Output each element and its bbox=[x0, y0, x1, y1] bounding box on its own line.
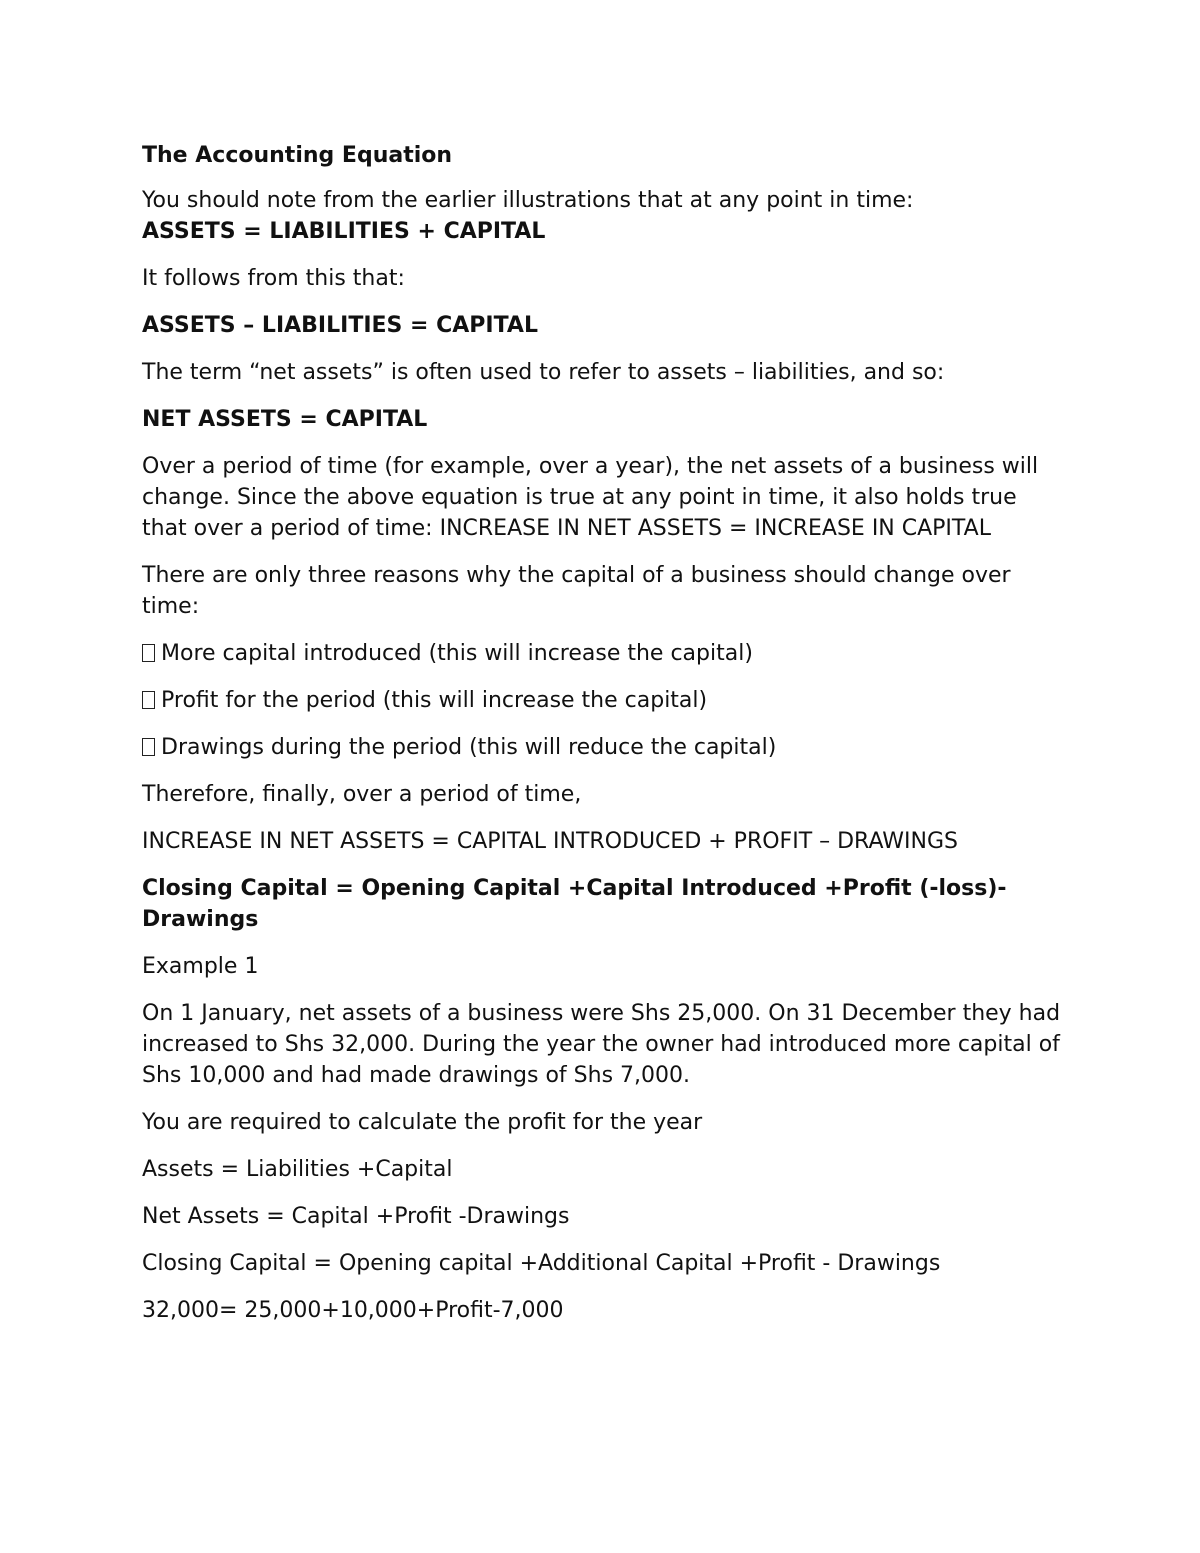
example-text: On 1 January, net assets of a business were Shs 25,000. On 31 December they had increased to Shs 32,000. During the year the owner had introduced more capital of Shs 10,000 and had made drawings of Shs 7,000. bbox=[142, 1001, 1061, 1088]
equation-net-assets-capital: NET ASSETS = CAPITAL bbox=[142, 407, 428, 432]
reason-item bbox=[142, 732, 1062, 763]
period-paragraph: Over a period of time (for example, over a year), the net assets of a business will change. Since the above equation is true at any point in time, it also holds true that over a period of time: INCREASE IN NET ASSETS = INCREASE IN CAPITAL bbox=[142, 454, 1039, 541]
follows-text: It follows from this that: bbox=[142, 266, 405, 291]
working-line: Assets = Liabilities +Capital bbox=[142, 1157, 453, 1182]
equation-assets-minus-liabilities: ASSETS – LIABILITIES = CAPITAL bbox=[142, 313, 538, 338]
net-assets-term-text: The term “net assets” is often used to refer to assets – liabilities, and so: bbox=[142, 360, 945, 385]
reason-text: Profit for the period (this will increase the capital) bbox=[161, 688, 708, 713]
bullet-box-icon bbox=[142, 738, 155, 756]
therefore-text: Therefore, finally, over a period of time, bbox=[142, 782, 582, 807]
reasons-intro: There are only three reasons why the capital of a business should change over time: bbox=[142, 563, 1011, 619]
reason-text: Drawings during the period (this will reduce the capital) bbox=[161, 735, 777, 760]
bullet-box-icon bbox=[142, 644, 155, 662]
example-heading: Example 1 bbox=[142, 954, 259, 979]
reason-item bbox=[142, 685, 1062, 716]
working-line: Closing Capital = Opening capital +Additional Capital +Profit - Drawings bbox=[142, 1251, 941, 1276]
closing-capital-formula: Closing Capital = Opening Capital +Capital Introduced +Profit (-loss)- Drawings bbox=[142, 876, 1007, 932]
document-page bbox=[142, 140, 1062, 1342]
equation-assets-liabilities-capital: ASSETS = LIABILITIES + CAPITAL bbox=[142, 219, 546, 244]
reason-item bbox=[142, 638, 1062, 669]
working-line: 32,000= 25,000+10,000+Profit-7,000 bbox=[142, 1298, 564, 1323]
intro-text: You should note from the earlier illustrations that at any point in time: bbox=[142, 188, 914, 213]
required-text: You are required to calculate the profit for the year bbox=[142, 1110, 703, 1135]
document-title: The Accounting Equation bbox=[142, 143, 453, 168]
equation-increase-net-assets: INCREASE IN NET ASSETS = CAPITAL INTRODUCED + PROFIT – DRAWINGS bbox=[142, 829, 959, 854]
bullet-box-icon bbox=[142, 691, 155, 709]
working-line: Net Assets = Capital +Profit -Drawings bbox=[142, 1204, 570, 1229]
reason-text: More capital introduced (this will increase the capital) bbox=[161, 641, 753, 666]
